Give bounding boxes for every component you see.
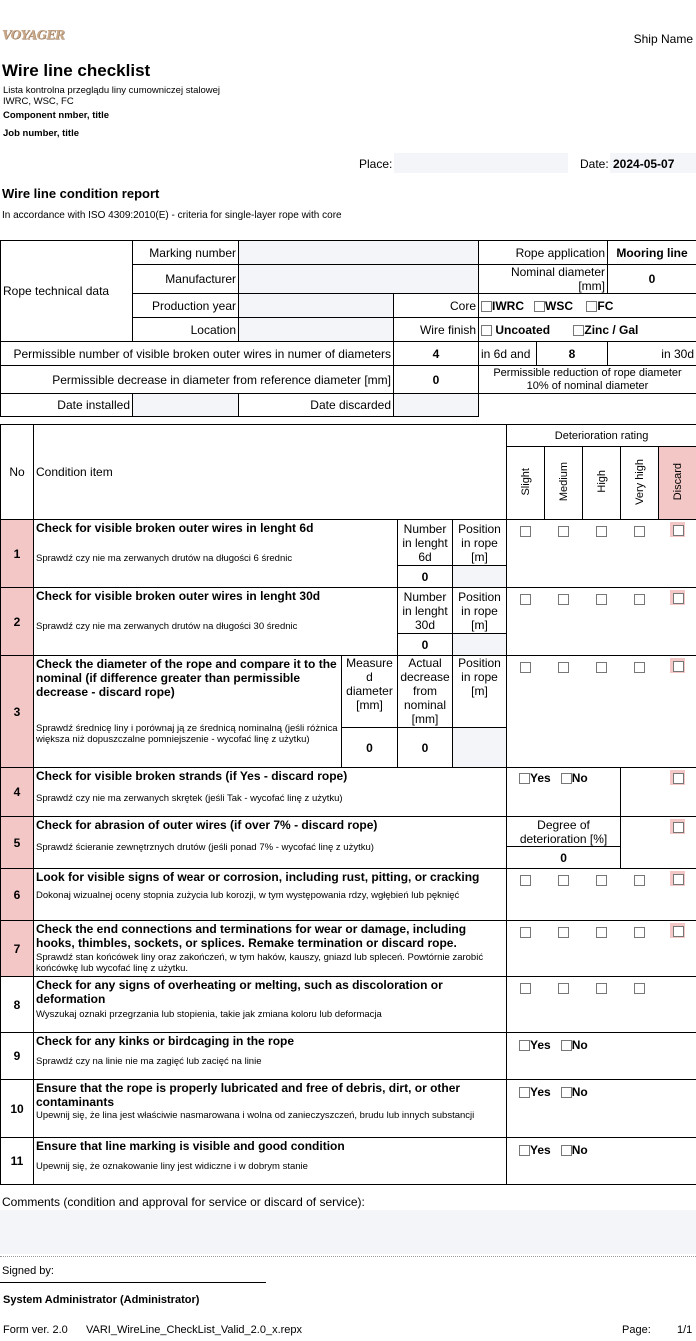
rating-very-high-header: Very high	[633, 458, 646, 505]
rating-discard-checkbox[interactable]	[670, 590, 685, 605]
rating-discard-header: Discard	[671, 462, 684, 501]
list-item	[34, 1080, 507, 1138]
list-item	[34, 977, 507, 1033]
rating-medium-checkbox[interactable]	[558, 927, 569, 938]
date-installed-label: Date installed	[1, 394, 133, 417]
position-30d-field[interactable]	[453, 634, 507, 656]
item-number: 6	[1, 869, 34, 921]
no-checkbox[interactable]	[561, 1087, 572, 1098]
position-in-rope-header: Position in rope [m]	[453, 656, 507, 728]
date-label: Date:	[580, 157, 609, 171]
position-diameter-field[interactable]	[453, 728, 507, 768]
core-iwrc-label: IWRC	[492, 298, 524, 313]
list-item	[34, 921, 507, 977]
measured-diameter-header: Measure d diameter [mm]	[342, 656, 398, 728]
item-title: Check for visible broken outer wires in lenght 6d	[36, 521, 314, 535]
yes-label: Yes	[530, 1085, 551, 1099]
in-30d-label: in 30d	[608, 342, 696, 366]
rating-discard-checkbox[interactable]	[670, 770, 685, 785]
finish-uncoated-checkbox[interactable]	[481, 325, 492, 336]
component-label: Component nmber, title	[3, 110, 110, 121]
measured-diameter-value[interactable]: 0	[342, 728, 398, 768]
item-number: 4	[1, 768, 34, 817]
list-item	[34, 869, 507, 921]
number-in-6d-header: Number in lenght 6d	[398, 520, 453, 566]
item-title: Look for visible signs of wear or corrosion, including rust, pitting, or cracking	[36, 870, 480, 884]
date-field[interactable]: 2024-05-07	[610, 153, 696, 173]
core-fc-label: FC	[597, 298, 614, 313]
rating-medium-checkbox[interactable]	[558, 526, 569, 537]
rating-discard-checkbox[interactable]	[670, 871, 685, 886]
item-subtitle: Dokonaj wizualnej oceny stopnia zużycia lub korozji, w tym występowania rdzy, wgłębień lub pęknięć	[36, 890, 460, 901]
item-number: 3	[1, 656, 34, 768]
actual-decrease-value[interactable]: 0	[398, 728, 453, 768]
core-iwrc-checkbox[interactable]	[481, 301, 492, 312]
core-wsc-checkbox[interactable]	[534, 301, 545, 312]
item-title: Ensure that line marking is visible and good condition	[36, 1139, 345, 1153]
page-number: 1/1	[677, 1324, 693, 1336]
nominal-diameter-value[interactable]: 0	[608, 265, 696, 294]
item-title: Check the diameter of the rope and compare it to the nominal (if difference greater than permissible decrease - discard rope)	[36, 657, 337, 699]
finish-zinc-label: Zinc / Gal	[584, 322, 639, 337]
form-version: Form ver. 2.0	[3, 1324, 68, 1336]
item-title: Check for any signs of overheating or melting, such as discoloration or deformation	[36, 978, 443, 1006]
position-6d-field[interactable]	[453, 566, 507, 588]
item-number: 2	[1, 588, 34, 656]
broken-6d-value[interactable]: 0	[398, 566, 453, 588]
no-header: No	[1, 425, 34, 520]
item-number: 7	[1, 921, 34, 977]
no-checkbox[interactable]	[561, 1040, 572, 1051]
item-number: 8	[1, 977, 34, 1033]
rating-slight-checkbox[interactable]	[520, 594, 531, 605]
rating-very-high-checkbox[interactable]	[634, 662, 645, 673]
number-in-30d-header: Number in lenght 30d	[398, 588, 453, 634]
rating-very-high-checkbox[interactable]	[634, 983, 645, 994]
subtitle-types: IWRC, WSC, FC	[3, 96, 74, 107]
item-subtitle: Sprawdź średnicę liny i porównaj ją ze średnicą nominalną (jeśli różnica większa niż dopuszczalne pomniejszenie - wycofać linę z użytku)	[36, 723, 338, 745]
item-subtitle: Upewnij się, że oznakowanie liny jest widiczne i w dobrym stanie	[36, 1161, 308, 1172]
item-subtitle: Upewnij się, że lina jest właściwie nasmarowana i wolna od zanieczyszczeń, brudu lub innych substancji	[36, 1110, 475, 1121]
rating-very-high-checkbox[interactable]	[634, 927, 645, 938]
rope-application-value[interactable]: Mooring line	[608, 241, 696, 265]
list-item	[34, 817, 507, 869]
rope-technical-table	[0, 240, 696, 417]
in-6d-label: in 6d and	[479, 342, 537, 366]
comments-field[interactable]	[0, 1210, 696, 1254]
perm-broken-6d-value[interactable]: 4	[394, 342, 479, 366]
no-checkbox[interactable]	[561, 1145, 572, 1156]
comments-divider	[0, 1256, 696, 1257]
core-wsc-label: WSC	[545, 298, 574, 313]
rating-medium-checkbox[interactable]	[558, 875, 569, 886]
rating-very-high-checkbox[interactable]	[634, 875, 645, 886]
rating-medium-header: Medium	[557, 461, 570, 502]
rating-slight-header: Slight	[519, 467, 532, 496]
rope-technical-data-label: Rope technical data	[1, 241, 133, 342]
yes-checkbox[interactable]	[519, 1145, 530, 1156]
location-label: Location	[133, 318, 239, 342]
voyager-logo: VOYAGER	[2, 28, 65, 42]
rating-slight-checkbox[interactable]	[520, 983, 531, 994]
yes-checkbox[interactable]	[519, 1087, 530, 1098]
rating-medium-checkbox[interactable]	[558, 983, 569, 994]
degree-deterioration-header: Degree of deterioration [%]	[507, 817, 621, 847]
rating-discard-checkbox[interactable]	[670, 522, 685, 537]
item-subtitle: Sprawdź czy nie ma zerwanych skrętek (jeśli Tak - wycofać linę z użytku)	[36, 793, 343, 804]
list-item	[34, 768, 507, 817]
list-item	[34, 1033, 507, 1080]
item-number: 11	[1, 1138, 34, 1185]
yes-label: Yes	[530, 1143, 551, 1157]
page-label: Page:	[622, 1324, 651, 1336]
item-title: Check for abrasion of outer wires (if over 7% - discard rope)	[36, 818, 378, 832]
item-title: Check for visible broken strands (if Yes - discard rope)	[36, 769, 348, 783]
no-label: No	[571, 771, 588, 785]
item-number: 1	[1, 520, 34, 588]
item-number: 5	[1, 817, 34, 869]
checklist-table	[0, 424, 696, 1185]
report-title: Wire line condition report	[2, 186, 160, 201]
rating-high-checkbox[interactable]	[596, 662, 607, 673]
item-title: Check for visible broken outer wires in lenght 30d	[36, 589, 321, 603]
position-in-rope-header: Position in rope [m]	[453, 520, 507, 566]
condition-item-header: Condition item	[34, 425, 507, 520]
core-label: Core	[394, 294, 479, 318]
broken-30d-value[interactable]: 0	[398, 634, 453, 656]
place-label: Place:	[359, 157, 393, 171]
position-in-rope-header: Position in rope [m]	[453, 588, 507, 634]
no-checkbox[interactable]	[561, 773, 572, 784]
item-subtitle: Sprawdź stan końcówek liny oraz zakończeń, w tym haków, kauszy, gniazd lub spleceń. Powtórnie zarobić końcówkę lub wycofać linę z użytku.	[36, 952, 484, 974]
file-name: VARI_WireLine_CheckList_Valid_2.0_x.repx	[86, 1324, 303, 1336]
finish-zinc-checkbox[interactable]	[573, 325, 584, 336]
rating-slight-checkbox[interactable]	[520, 662, 531, 673]
item-number: 10	[1, 1080, 34, 1138]
date-installed-field[interactable]	[133, 394, 239, 417]
item-subtitle: Sprawdź czy nie ma zerwanych drutów na długości 30 średnic	[36, 621, 298, 632]
item-subtitle: Sprawdź czy na linie nie ma zagięć lub zacięć na linie	[36, 1056, 262, 1067]
rating-very-high-checkbox[interactable]	[634, 594, 645, 605]
item-subtitle: Sprawdź czy nie ma zerwanych drutów na długości 6 średnic	[36, 553, 293, 564]
marking-number-field[interactable]	[239, 241, 479, 265]
list-item	[34, 1138, 507, 1185]
place-field[interactable]	[394, 153, 568, 173]
subtitle-polish: Lista kontrolna przeglądu liny cumowniczej stalowej	[3, 85, 221, 96]
ship-name: Ship Name	[633, 32, 693, 46]
item-number: 9	[1, 1033, 34, 1080]
item-subtitle: Sprawdź ścieranie zewnętrznych drutów (jeśli ponad 7% - wycofać linę z użytku)	[36, 842, 374, 853]
core-fc-checkbox[interactable]	[586, 301, 597, 312]
report-subtitle: In accordance with ISO 4309:2010(E) - criteria for single-layer rope with core	[2, 210, 342, 221]
production-year-field[interactable]	[239, 294, 394, 318]
list-item	[34, 520, 398, 588]
location-field[interactable]	[239, 318, 394, 342]
rating-very-high-checkbox[interactable]	[634, 526, 645, 537]
list-item	[34, 656, 342, 768]
rating-high-header: High	[595, 470, 608, 493]
rating-discard-checkbox[interactable]	[670, 658, 685, 673]
production-year-label: Production year	[133, 294, 239, 318]
item-title: Check for any kinks or birdcaging in the rope	[36, 1034, 295, 1048]
signed-by-label: Signed by:	[2, 1265, 54, 1277]
item-subtitle: Wyszukaj oznaki przegrzania lub stopienia, takie jak zmiana koloru lub deformacja	[36, 1009, 382, 1020]
nominal-diameter-label: Nominal diameter [mm]	[479, 265, 608, 294]
perm-broken-label: Permissible number of visible broken outer wires in numer of diameters	[1, 342, 394, 366]
signature-line	[0, 1282, 266, 1283]
rating-high-checkbox[interactable]	[596, 526, 607, 537]
rope-application-label: Rope application	[479, 241, 608, 265]
page-title: Wire line checklist	[2, 61, 151, 80]
rating-high-checkbox[interactable]	[596, 983, 607, 994]
job-label: Job number, title	[3, 128, 80, 139]
degree-deterioration-value[interactable]: 0	[507, 847, 621, 869]
no-label: No	[571, 1085, 588, 1099]
perm-decrease-value[interactable]: 0	[394, 366, 479, 394]
rating-high-checkbox[interactable]	[596, 927, 607, 938]
yes-label: Yes	[530, 771, 551, 785]
yes-label: Yes	[530, 1038, 551, 1052]
manufacturer-field[interactable]	[239, 265, 479, 294]
list-item	[34, 588, 398, 656]
perm-reduction-note: Permissible reduction of rope diameter 10% of nominal diameter	[479, 366, 696, 394]
rating-medium-checkbox[interactable]	[558, 594, 569, 605]
rating-slight-checkbox[interactable]	[520, 875, 531, 886]
rating-high-checkbox[interactable]	[596, 594, 607, 605]
marking-number-label: Marking number	[133, 241, 239, 265]
perm-decrease-label: Permissible decrease in diameter from reference diameter [mm]	[1, 366, 394, 394]
comments-label: Comments (condition and approval for service or discard of service):	[2, 1195, 365, 1209]
perm-broken-30d-value[interactable]: 8	[537, 342, 608, 366]
item-title: Ensure that the rope is properly lubricated and free of debris, dirt, or other contaminants	[36, 1081, 461, 1109]
yes-checkbox[interactable]	[519, 773, 530, 784]
rating-slight-checkbox[interactable]	[520, 927, 531, 938]
yes-checkbox[interactable]	[519, 1040, 530, 1051]
date-discarded-field[interactable]	[394, 394, 479, 417]
no-label: No	[571, 1143, 588, 1157]
rating-high-checkbox[interactable]	[596, 875, 607, 886]
date-discarded-label: Date discarded	[239, 394, 394, 417]
deterioration-rating-header: Deterioration rating	[507, 425, 696, 447]
finish-uncoated-label: Uncoated	[495, 322, 551, 337]
rating-slight-checkbox[interactable]	[520, 526, 531, 537]
no-label: No	[571, 1038, 588, 1052]
actual-decrease-header: Actual decrease from nominal [mm]	[398, 656, 453, 728]
wire-finish-label: Wire finish	[394, 318, 479, 342]
signer-name: System Administrator (Administrator)	[3, 1294, 200, 1306]
manufacturer-label: Manufacturer	[133, 265, 239, 294]
item-title: Check the end connections and terminations for wear or damage, including hooks, thimbles, sockets, or splices. Remake termination or discard rope.	[36, 922, 467, 950]
rating-medium-checkbox[interactable]	[558, 662, 569, 673]
rating-discard-checkbox[interactable]	[670, 923, 685, 938]
rating-discard-checkbox[interactable]	[670, 819, 685, 834]
